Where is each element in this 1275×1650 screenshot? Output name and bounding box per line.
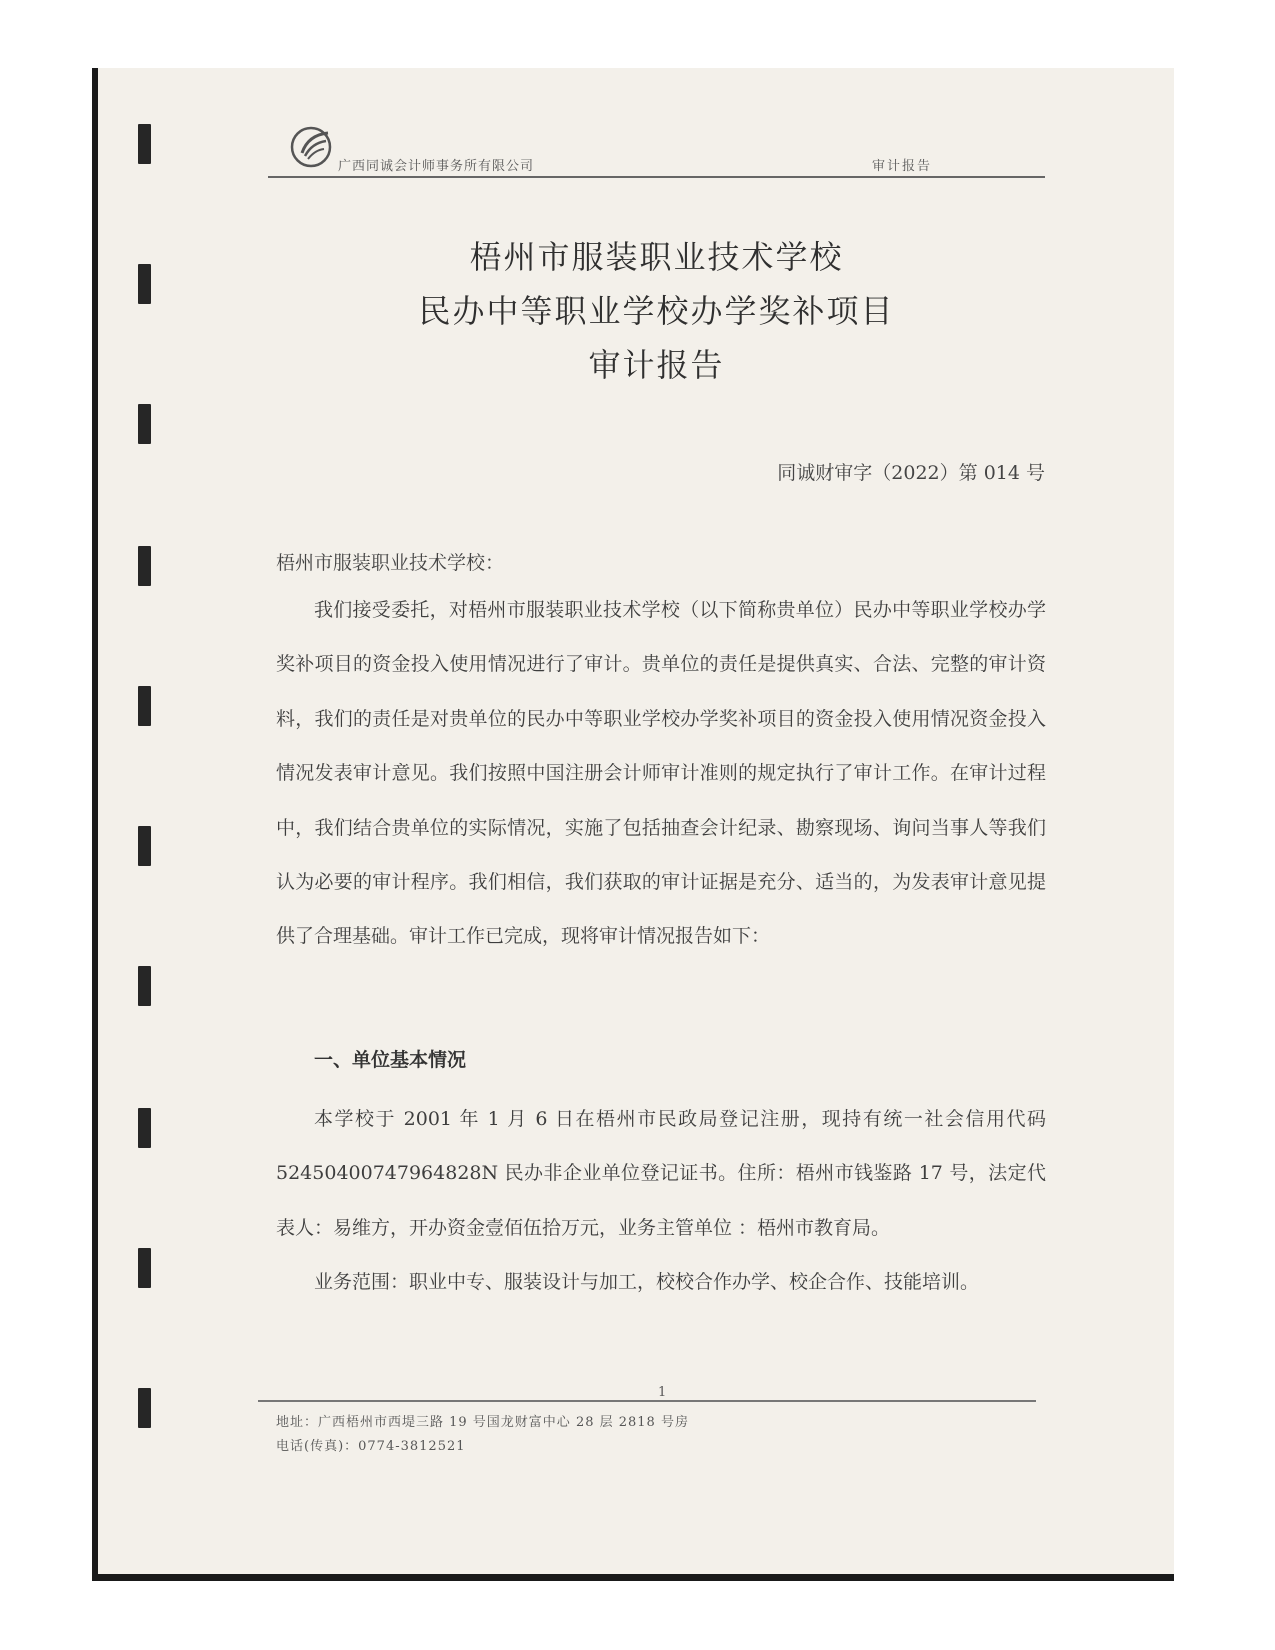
- footer-phone: 电话(传真)：0774-3812521: [276, 1439, 466, 1454]
- scan-bottom-shadow: [92, 1574, 1174, 1581]
- binding-hole-mark: [138, 1108, 151, 1148]
- binding-hole-mark: [138, 1248, 151, 1288]
- title-line-2: 民办中等职业学校办学奖补项目: [418, 292, 895, 330]
- firm-logo-icon: [288, 123, 338, 169]
- title-line-1: 梧州市服装职业技术学校: [469, 238, 844, 276]
- footer-address: 地址：广西梧州市西堤三路 19 号国龙财富中心 28 层 2818 号房: [276, 1415, 689, 1430]
- document-number: 同诚财审字（2022）第 014 号: [777, 462, 1045, 484]
- section-heading: 一、单位基本情况: [314, 1049, 467, 1071]
- footer-divider: [258, 1400, 1036, 1402]
- header-firm-name: 广西同诚会计师事务所有限公司: [338, 159, 535, 174]
- binding-hole-mark: [138, 546, 151, 586]
- paragraph-basic-info: 本学校于 2001 年 1 月 6 日在梧州市民政局登记注册，现持有统一社会信用代码 52450400747964828N 民办非企业单位登记证书。住所：梧州市钱鉴路 17 号，法定代表人：易维方，开办资金壹佰伍拾万元，业务主管单位 ：梧州市教育局。: [276, 1108, 1046, 1239]
- header-doc-type: 审计报告: [872, 159, 933, 174]
- addressee: 梧州市服装职业技术学校：: [276, 552, 505, 574]
- binding-hole-mark: [138, 124, 151, 164]
- binding-hole-mark: [138, 686, 151, 726]
- binding-hole-mark: [138, 826, 151, 866]
- paragraph-engagement: 我们接受委托，对梧州市服装职业技术学校（以下简称贵单位）民办中等职业学校办学奖补项目的资金投入使用情况进行了审计。贵单位的责任是提供真实、合法、完整的审计资料，我们的责任是对贵单位的民办中等职业学校办学奖补项目的资金投入使用情况资金投入情况发表审计意见。我们按照中国注册会计师审计准则的规定执行了审计工作。在审计过程中，我们结合贵单位的实际情况，实施了包括抽查会计纪录、勘察现场、询问当事人等我们认为必要的审计程序。我们相信，我们获取的审计证据是充分、适当的，为发表审计意见提供了合理基础。审计工作已完成，现将审计情况报告如下：: [276, 599, 1046, 948]
- binding-hole-mark: [138, 966, 151, 1006]
- title-line-3: 审计报告: [588, 346, 725, 384]
- binding-hole-mark: [138, 404, 151, 444]
- paragraph-business-scope: 业务范围：职业中专、服装设计与加工，校校合作办学、校企合作、技能培训。: [314, 1271, 980, 1293]
- binding-hole-mark: [138, 1388, 151, 1428]
- binding-hole-mark: [138, 264, 151, 304]
- header-divider: [268, 176, 1045, 178]
- page-number: 1: [658, 1385, 667, 1400]
